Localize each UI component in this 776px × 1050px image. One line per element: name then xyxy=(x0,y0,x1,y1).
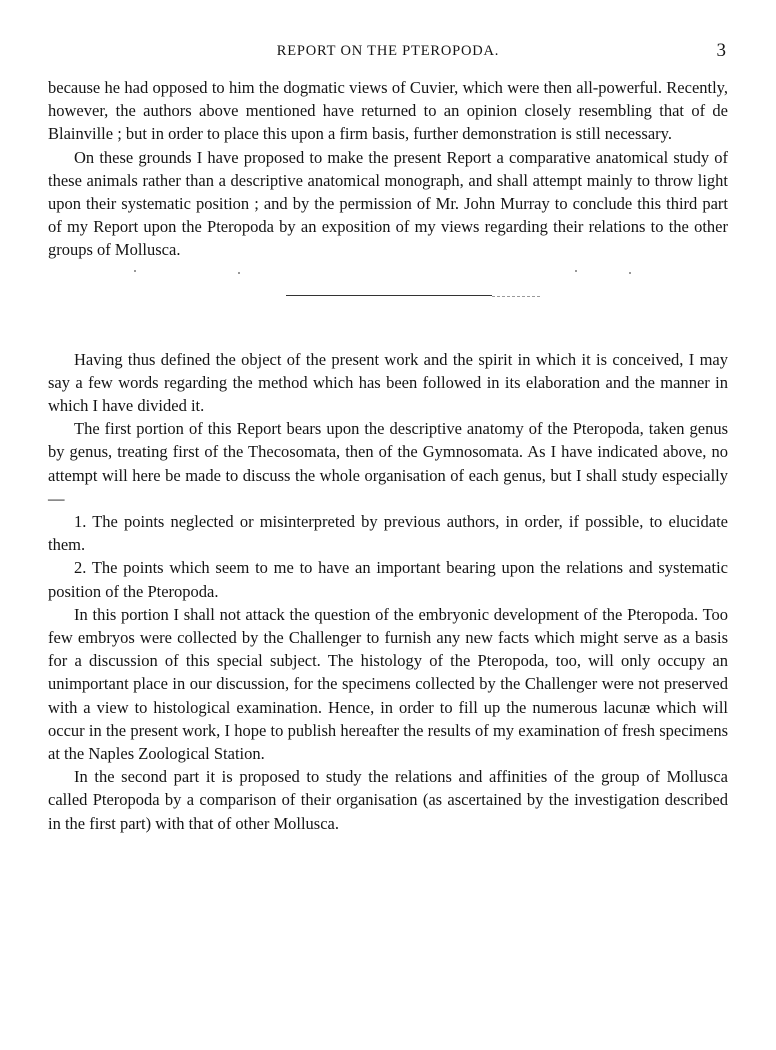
print-speck xyxy=(134,270,136,272)
print-speck xyxy=(575,270,577,272)
section-divider xyxy=(48,262,728,348)
section-one-text xyxy=(48,76,728,262)
print-speck xyxy=(629,272,631,274)
list-item-2: 2. The points which seem to me to have an important bearing upon the relations and systematic position of the Pteropoda. xyxy=(48,558,728,601)
paragraph-embryonic: In this portion I shall not attack the question of the embryonic development of the Pteropoda. Too few embryos were collected by the Challenger to furnish any new facts which might serve as a basis for a discussion of this special subject. The histology of the Pteropoda, too, will only occupy an unimportant place in our discussion, for the specimens collected by the Challenger were not preserved with a view to histological examination. Hence, in order to fill up the numerous lacunæ which will occur in the present work, I hope to publish hereafter the results of my examination of fresh specimens at the Naples Zoological Station. xyxy=(48,604,728,764)
page-number: 3 xyxy=(716,40,726,61)
paragraph-object: Having thus defined the object of the present work and the spirit in which it is conceived, I may say a few words regarding the method which has been followed in its elaboration and the manner in which I have divided it. xyxy=(48,349,728,416)
paragraph-continuation: because he had opposed to him the dogmatic views of Cuvier, which were then all-powerful. Recently, however, the authors above mentioned have returned to an opinion closely resembling that of de Blainville ; but in order to place this upon a firm basis, further demonstration is still necessary. xyxy=(48,78,728,144)
running-title: REPORT ON THE PTEROPODA. xyxy=(276,43,500,59)
page xyxy=(48,40,728,835)
list-item-1: 1. The points neglected or misinterpreted by previous authors, in order, if possible, to elucidate them. xyxy=(48,512,728,555)
running-head xyxy=(48,40,728,64)
section-rule-tail xyxy=(492,296,540,297)
section-two-text xyxy=(48,348,728,835)
print-speck xyxy=(238,272,240,274)
section-rule xyxy=(286,295,492,296)
paragraph-grounds: On these grounds I have proposed to make the present Report a comparative anatomical study of these animals rather than a descriptive anatomical monograph, and shall attempt mainly to throw light upon their systematic position ; and by the permission of Mr. John Murray to conclude this third part of my Report upon the Pteropoda by an exposition of my views regarding their relations to the other groups of Mollusca. xyxy=(48,147,728,260)
paragraph-first-portion: The first portion of this Report bears upon the descriptive anatomy of the Pteropoda, taken genus by genus, treating first of the Thecosomata, then of the Gymnosomata. As I have indicated above, no attempt will here be made to discuss the whole organisation of each genus, but I shall study especially— xyxy=(48,419,728,508)
paragraph-second-part: In the second part it is proposed to study the relations and affinities of the group of Mollusca called Pteropoda by a comparison of their organisation (as ascertained by the investigation described in the first part) with that of other Mollusca. xyxy=(48,767,728,833)
